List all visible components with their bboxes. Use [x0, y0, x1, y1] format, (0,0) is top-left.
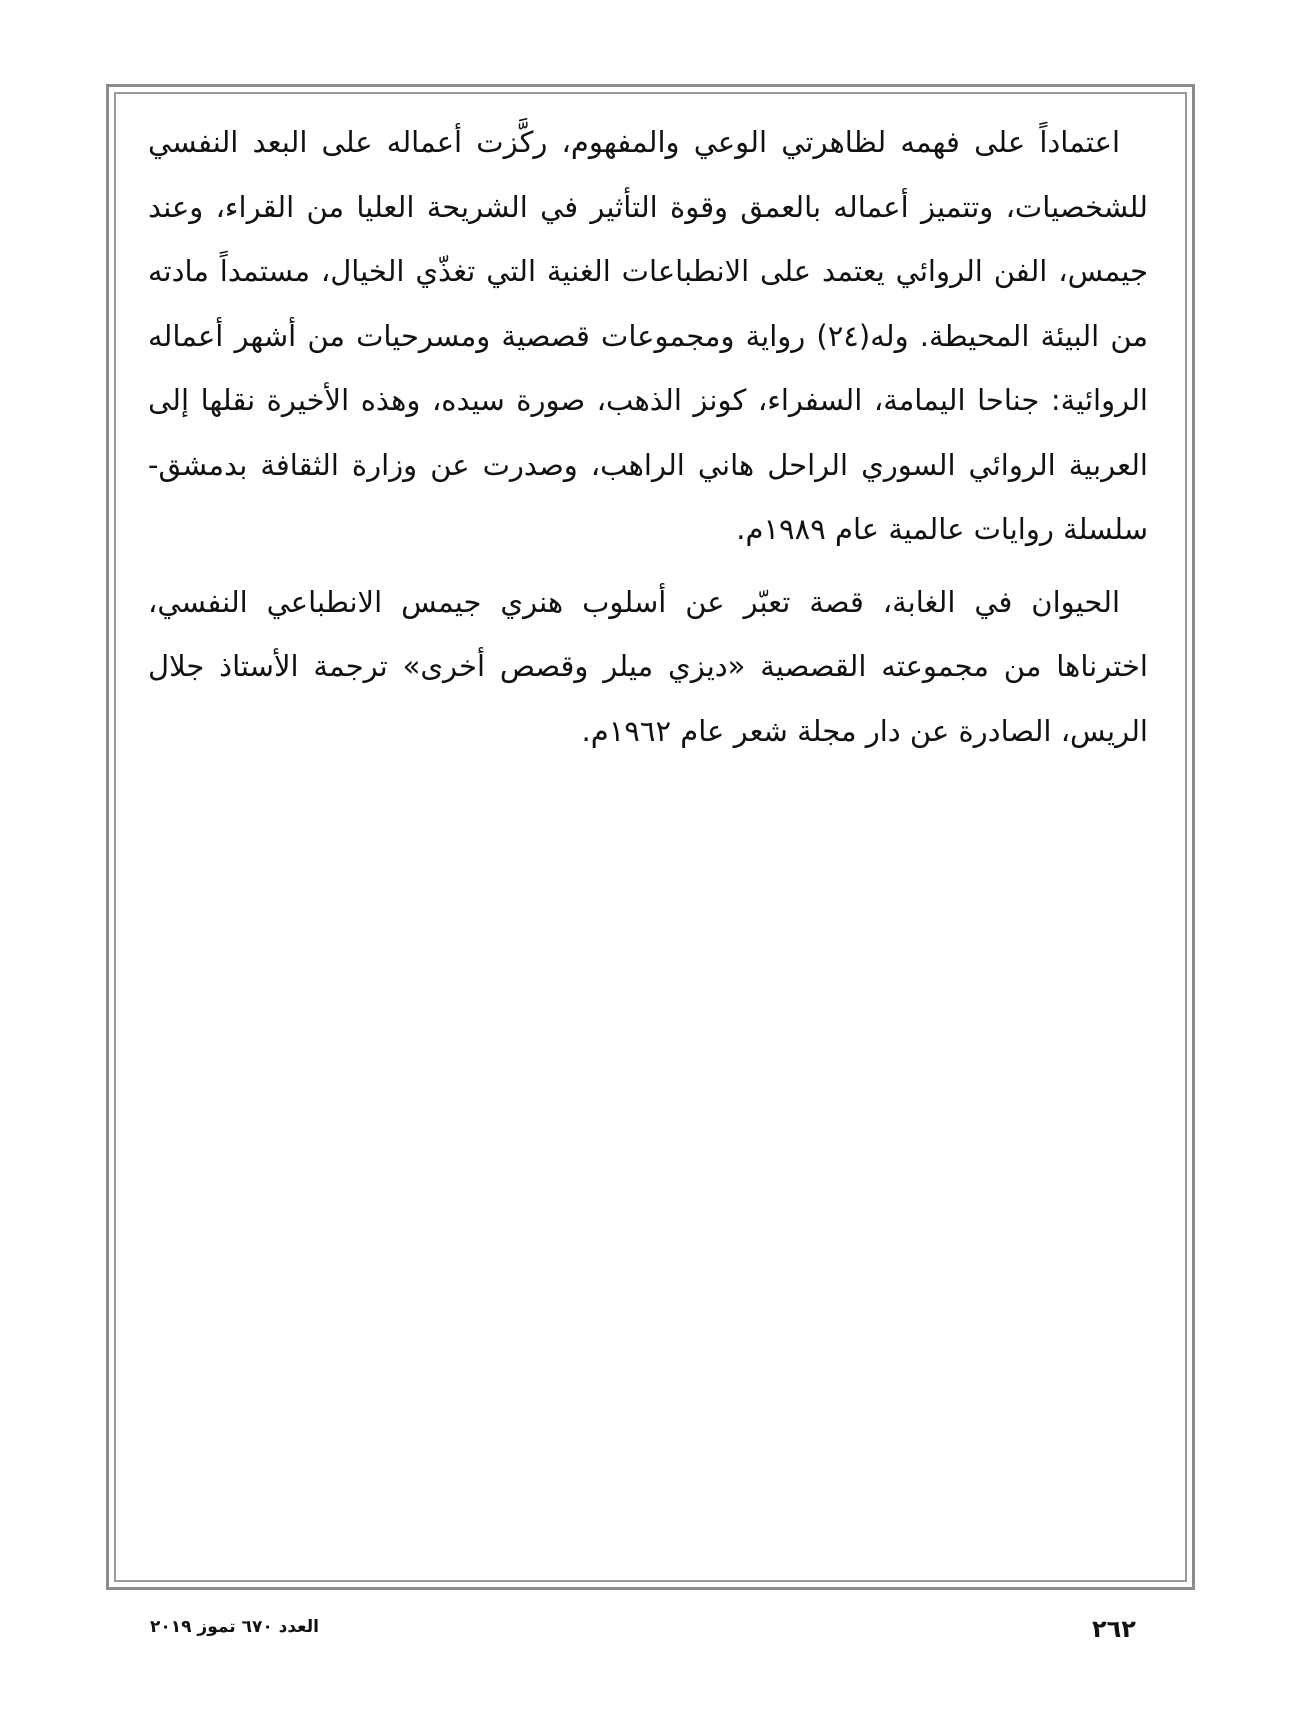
- paragraph-2: الحيوان في الغابة، قصة تعبّر عن أسلوب هنري جيمس الانطباعي النفسي، اخترناها من مجموعته القصصية «ديزي ميلر وقصص أخرى» ترجمة الأستاذ جلال الريس، الصادرة عن دار مجلة شعر عام ١٩٦٢م.: [148, 584, 1148, 748]
- issue-info: العدد ٦٧٠ تموز ٢٠١٩: [150, 1617, 319, 1637]
- page-number: ٢٦٢: [1092, 1615, 1136, 1643]
- article-body: [148, 110, 1148, 763]
- paragraph-1: اعتماداً على فهمه لظاهرتي الوعي والمفهوم، ركَّزت أعماله على البعد النفسي للشخصيات، وتتميز أعماله بالعمق وقوة التأثير في الشريحة العليا من القراء، وعند جيمس، الفن الروائي يعتمد على الانطباعات الغنية التي تغذّي الخيال، مستمداً مادته من البيئة المحيطة. وله(٢٤) رواية ومجموعات قصصية ومسرحيات من أشهر أعماله الروائية: جناحا اليمامة، السفراء، كونز الذهب، صورة سيده، وهذه الأخيرة نقلها إلى العربية الروائي السوري الراحل هاني الراهب، وصدرت عن وزارة الثقافة بدمشق- سلسلة روايات عالمية عام ١٩٨٩م.: [148, 125, 1148, 546]
